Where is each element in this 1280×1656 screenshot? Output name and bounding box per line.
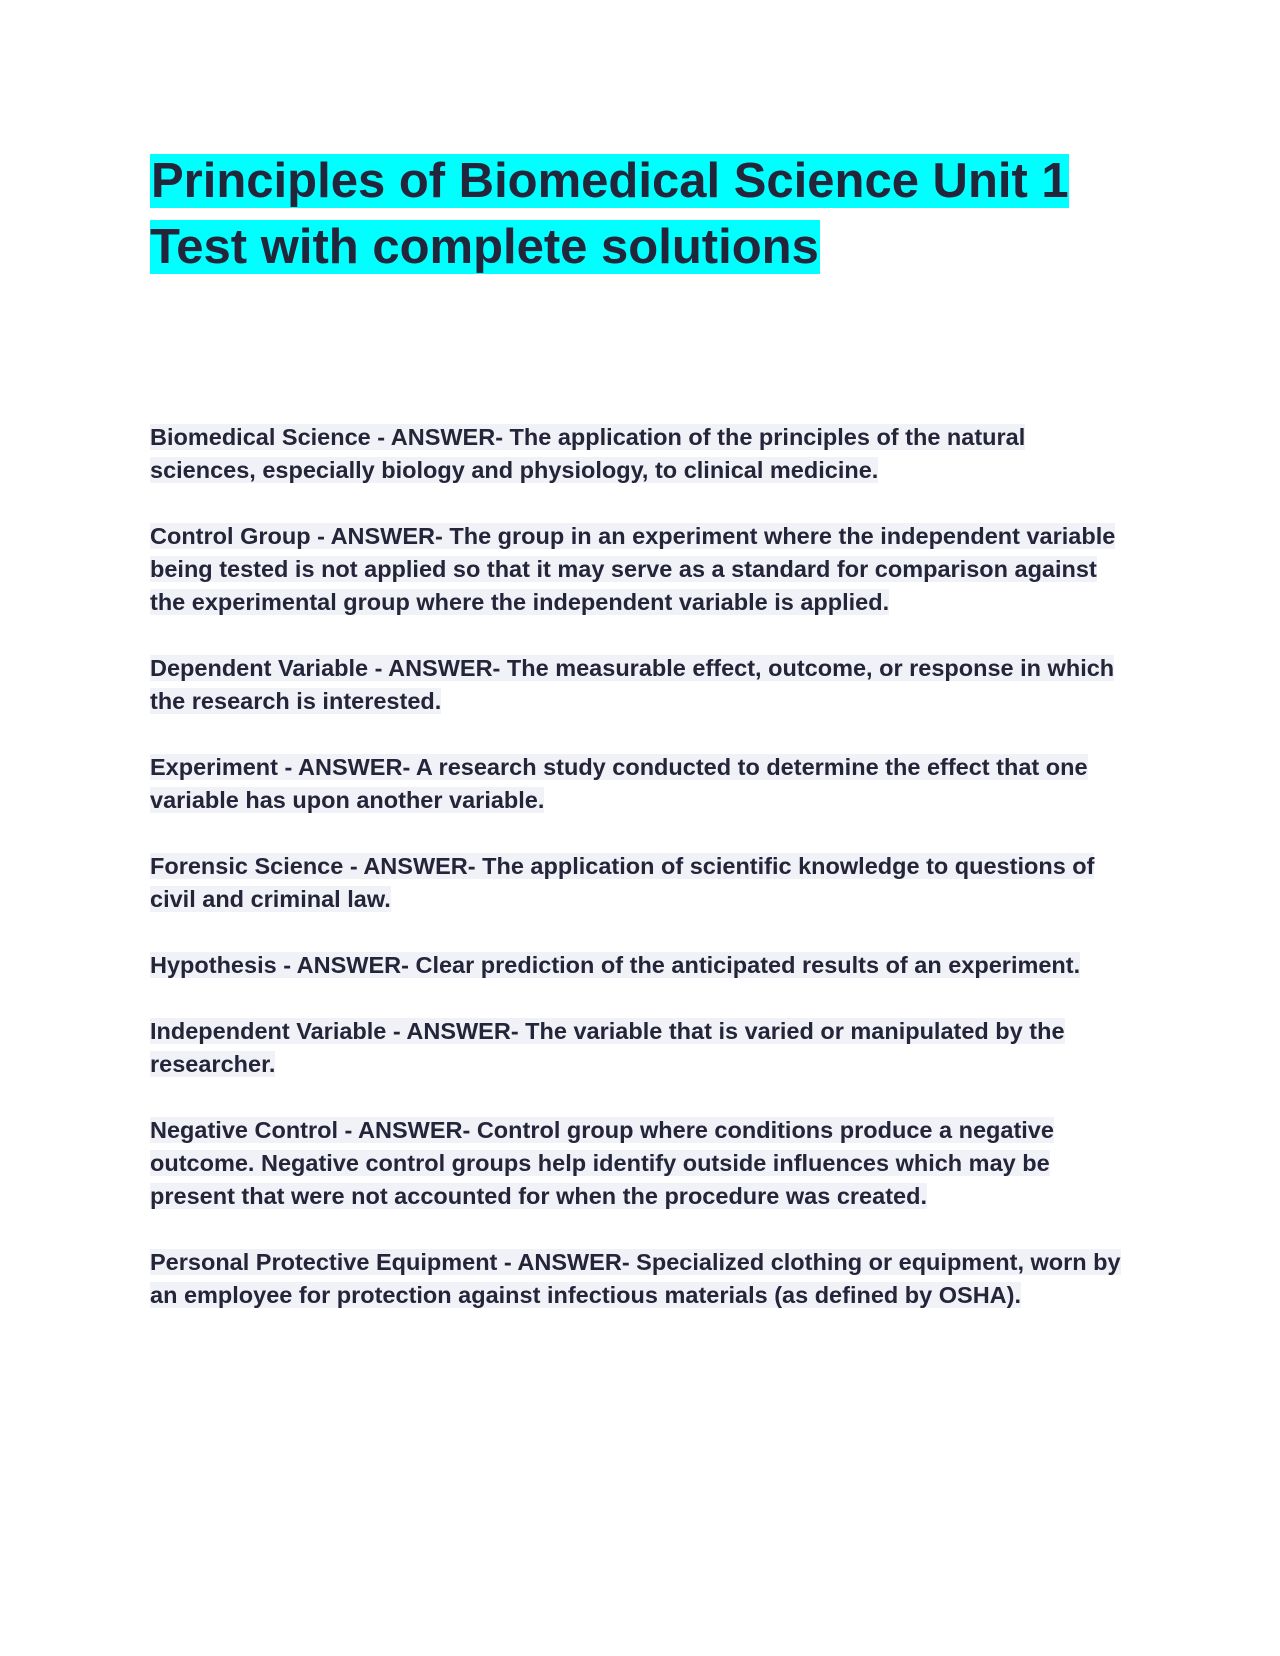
qa-entry-control-group xyxy=(150,520,1125,619)
qa-entry-text: Forensic Science - ANSWER- The application of scientific knowledge to questions of civil and criminal law. xyxy=(150,853,1095,912)
document-page xyxy=(150,148,1125,1345)
document-title-text: Principles of Biomedical Science Unit 1 Test with complete solutions xyxy=(150,154,1069,274)
qa-entry-hypothesis xyxy=(150,949,1125,982)
qa-entry-text: Dependent Variable - ANSWER- The measurable effect, outcome, or response in which the research is interested. xyxy=(150,655,1115,714)
qa-entry-personal-protective-equipment xyxy=(150,1246,1125,1312)
qa-entry-text: Negative Control - ANSWER- Control group where conditions produce a negative outcome. Negative control groups help identify outside influences which may be present that were not accounted for when the procedure was created. xyxy=(150,1117,1054,1209)
qa-entry-text: Control Group - ANSWER- The group in an experiment where the independent variable being tested is not applied so that it may serve as a standard for comparison against the experimental group where the independent variable is applied. xyxy=(150,523,1116,615)
qa-entry-biomedical-science xyxy=(150,421,1125,487)
document-title xyxy=(150,148,1125,280)
qa-entry-experiment xyxy=(150,751,1125,817)
qa-entry-independent-variable xyxy=(150,1015,1125,1081)
qa-list xyxy=(150,421,1125,1312)
qa-entry-text: Independent Variable - ANSWER- The variable that is varied or manipulated by the researcher. xyxy=(150,1018,1065,1077)
qa-entry-text: Biomedical Science - ANSWER- The application of the principles of the natural sciences, especially biology and physiology, to clinical medicine. xyxy=(150,424,1026,483)
qa-entry-text: Experiment - ANSWER- A research study conducted to determine the effect that one variable has upon another variable. xyxy=(150,754,1088,813)
qa-entry-text: Hypothesis - ANSWER- Clear prediction of the anticipated results of an experiment. xyxy=(150,952,1081,978)
qa-entry-dependent-variable xyxy=(150,652,1125,718)
qa-entry-text: Personal Protective Equipment - ANSWER- Specialized clothing or equipment, worn by an employee for protection against infectious materials (as defined by OSHA). xyxy=(150,1249,1121,1308)
qa-entry-forensic-science xyxy=(150,850,1125,916)
qa-entry-negative-control xyxy=(150,1114,1125,1213)
